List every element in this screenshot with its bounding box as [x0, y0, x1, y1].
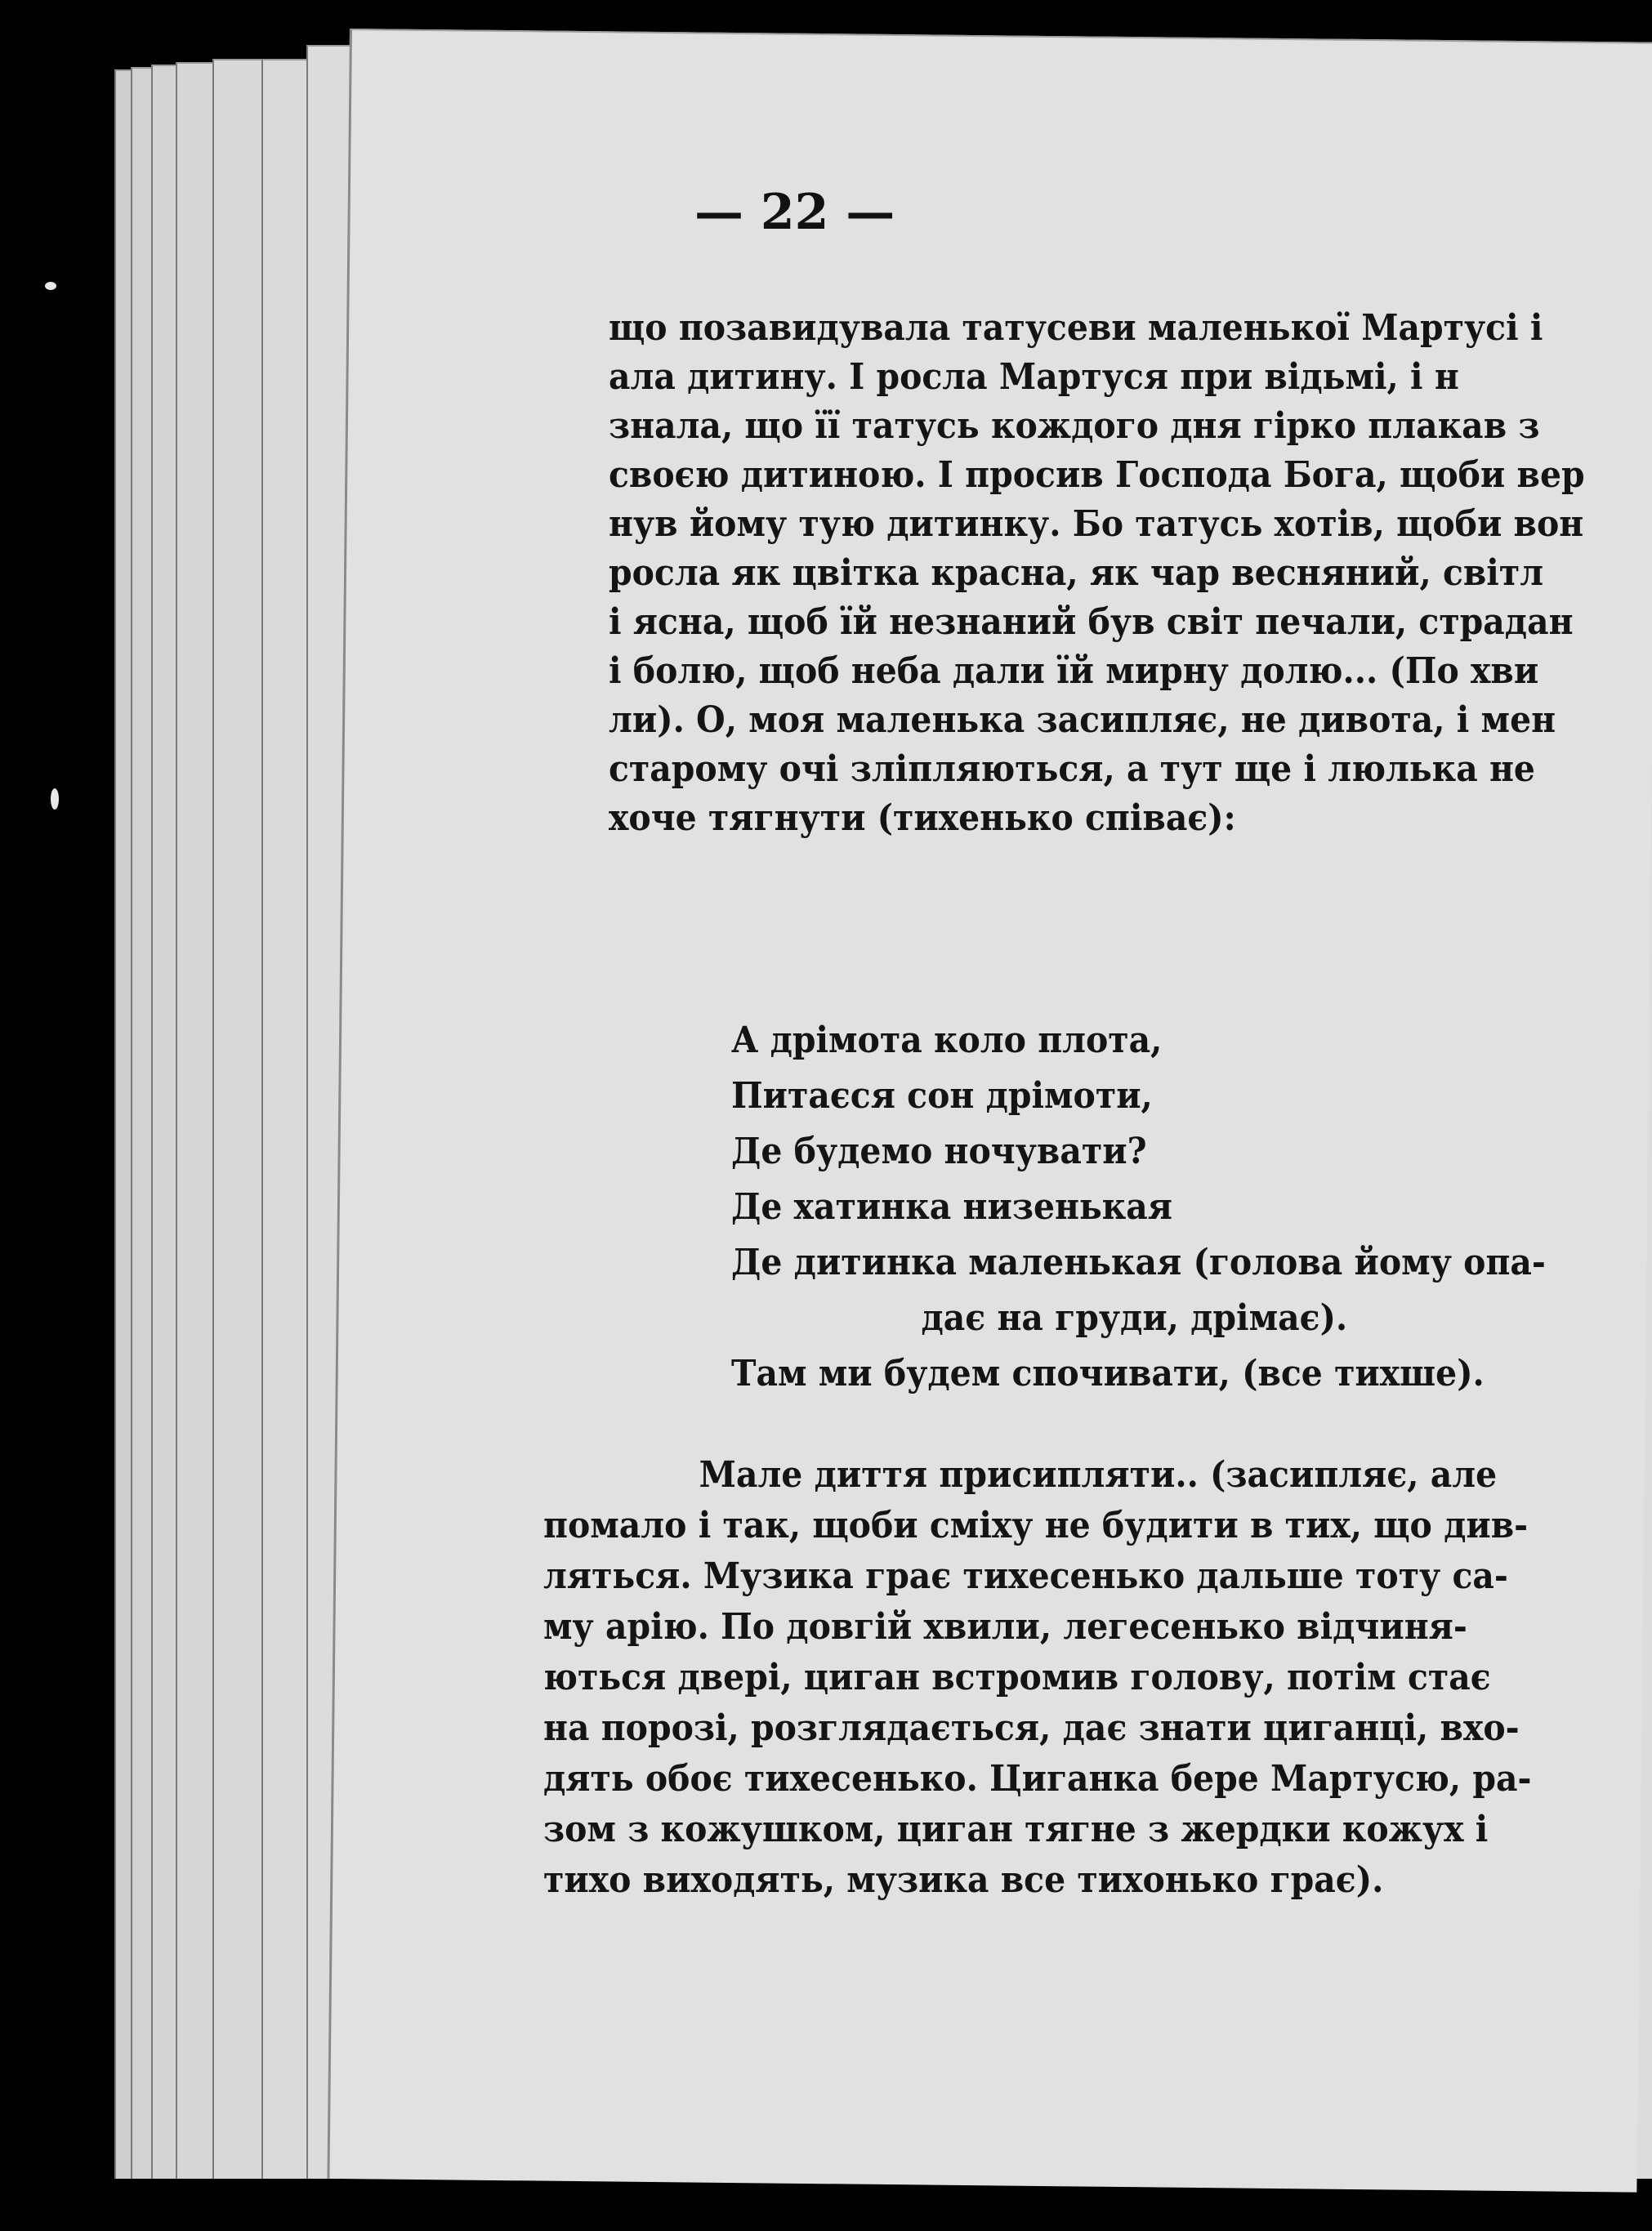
text-line: ються двері, циган встромив голову, потім стає	[543, 1657, 1491, 1698]
verse-line: Питаєся сон дрімоти,	[731, 1075, 1153, 1117]
text-line: зом з кожушком, циган тягне з жердки кожух і	[543, 1809, 1489, 1850]
text-line: на порозі, розглядається, дає знати циганці, вхо-	[543, 1707, 1520, 1749]
text-line: помало і так, щоби сміху не будити в тих, що див-	[543, 1505, 1529, 1546]
verse-line: А дрімота коло плота,	[731, 1020, 1163, 1061]
text-line: і болю, щоб неба дали їй мирну долю... (По хви	[609, 650, 1539, 692]
stage-direction-paragraph	[543, 1450, 1638, 1906]
song-verse	[731, 1013, 1607, 1402]
scan-speck	[45, 282, 56, 290]
text-line: нув йому тую дитинку. Бо татусь хотів, щоби вон	[609, 503, 1584, 545]
verse-line: Де будемо ночувати?	[731, 1131, 1147, 1172]
verse-line: Де хатинка низенькая	[731, 1186, 1173, 1228]
text-line: ала дитину. І росла Мартуся при відьмі, і н	[609, 356, 1459, 398]
text-line: старому очі зліпляються, а тут ще і люлька не	[609, 748, 1535, 790]
text-line: росла як цвітка красна, як чар весняний, світл	[609, 552, 1544, 594]
text-line: хоче тягнути (тихенько співає):	[609, 797, 1236, 839]
text-line: Мале диття присипляти.. (засипляє, але	[699, 1454, 1498, 1496]
text-line: ляться. Музика грає тихесенько дальше тоту са-	[543, 1555, 1508, 1597]
text-line: му арію. По довгій хвили, легесенько відчиня-	[543, 1606, 1467, 1648]
main-paragraph	[609, 304, 1652, 843]
text-line: і ясна, щоб їй незнаний був світ печали, страдан	[609, 601, 1574, 643]
text-line: своєю дитиною. І просив Господа Бога, щоби вер	[609, 454, 1585, 496]
page-number: — 22 —	[694, 184, 895, 241]
verse-line: Там ми будем спочивати, (все тихше).	[731, 1353, 1485, 1394]
text-line: ли). О, моя маленька засипляє, не дивота, і мен	[609, 699, 1556, 741]
text-line: що позавидувала татусеви маленької Мартусі і	[609, 307, 1543, 349]
verse-line: дає на груди, дрімає).	[921, 1297, 1348, 1339]
text-line: знала, що її татусь кождого дня гірко плакав з	[609, 405, 1540, 447]
text-line: дять обоє тихесенько. Циганка бере Мартусю, ра-	[543, 1758, 1532, 1800]
verse-line: Де дитинка маленькая (голова йому опа-	[731, 1242, 1546, 1283]
scan-speck	[51, 788, 59, 810]
text-line: тихо виходять, музика все тихонько грає).	[543, 1859, 1384, 1901]
